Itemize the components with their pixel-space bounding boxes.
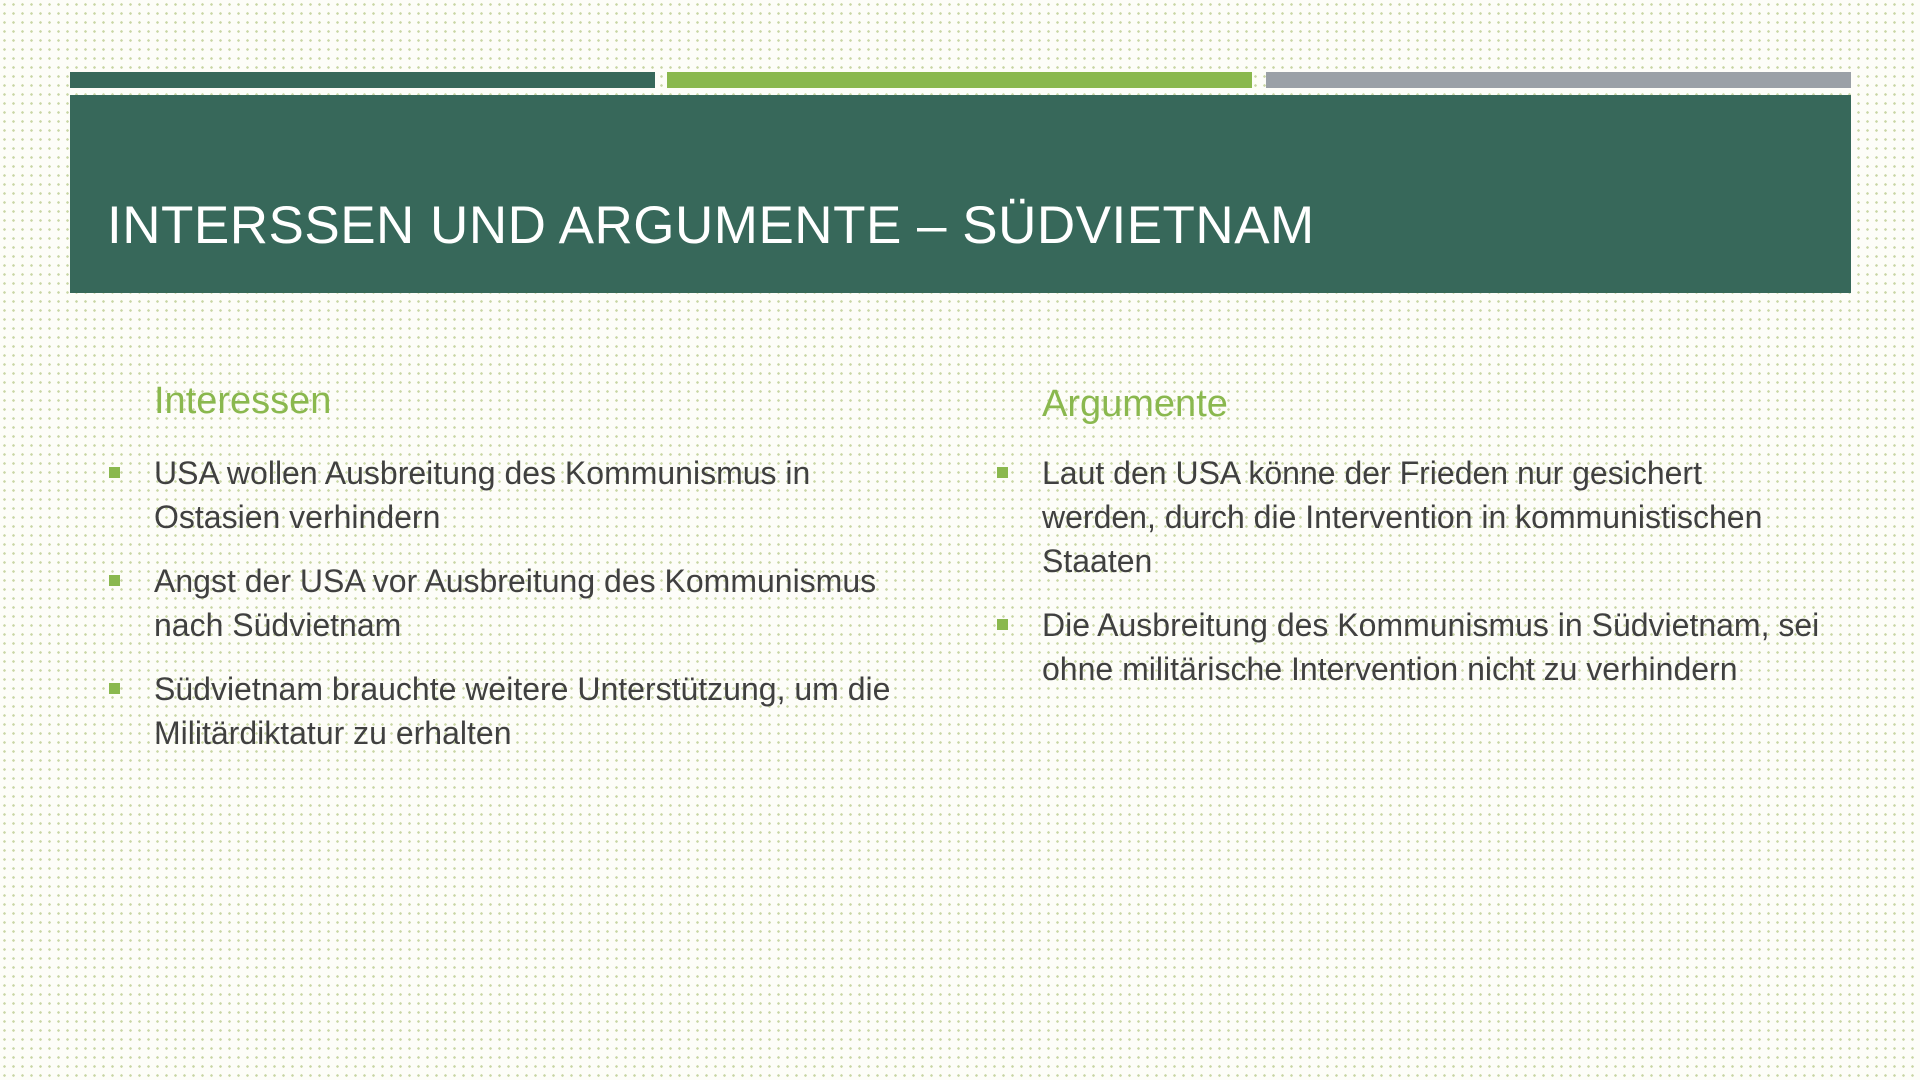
list-item-text: Angst der USA vor Ausbreitung des Kommunismus nach Südvietnam bbox=[154, 563, 877, 643]
square-bullet-icon bbox=[997, 467, 1008, 478]
square-bullet-icon bbox=[109, 683, 120, 694]
list-item bbox=[993, 603, 1823, 691]
title-banner bbox=[70, 95, 1851, 293]
arguments-column bbox=[993, 380, 1823, 711]
list-item-text: USA wollen Ausbreitung des Kommunismus in Ostasien verhindern bbox=[154, 455, 811, 535]
list-item bbox=[105, 451, 945, 539]
square-bullet-icon bbox=[109, 575, 120, 586]
arguments-list bbox=[993, 451, 1823, 691]
square-bullet-icon bbox=[997, 619, 1008, 630]
accent-bar-gray bbox=[1266, 72, 1851, 88]
list-item bbox=[993, 451, 1823, 583]
interests-heading: Interessen bbox=[154, 380, 332, 422]
list-item-text: Die Ausbreitung des Kommunismus in Südvietnam, sei ohne militärische Intervention nicht zu verhindern bbox=[1042, 607, 1820, 687]
list-item-text: Südvietnam brauchte weitere Unterstützung, um die Militärdiktatur zu erhalten bbox=[154, 671, 891, 751]
square-bullet-icon bbox=[109, 467, 120, 478]
arguments-heading: Argumente bbox=[1042, 383, 1228, 425]
list-item-text: Laut den USA könne der Frieden nur gesichert werden, durch die Intervention in kommunistischen Staaten bbox=[1042, 455, 1763, 579]
accent-bar-dark bbox=[70, 72, 655, 88]
interests-list bbox=[105, 451, 945, 755]
interests-column bbox=[105, 380, 945, 775]
list-item bbox=[105, 667, 945, 755]
accent-bar-green bbox=[667, 72, 1252, 88]
slide-title: INTERSSEN UND ARGUMENTE – SÜDVIETNAM bbox=[107, 196, 1315, 255]
list-item bbox=[105, 559, 945, 647]
